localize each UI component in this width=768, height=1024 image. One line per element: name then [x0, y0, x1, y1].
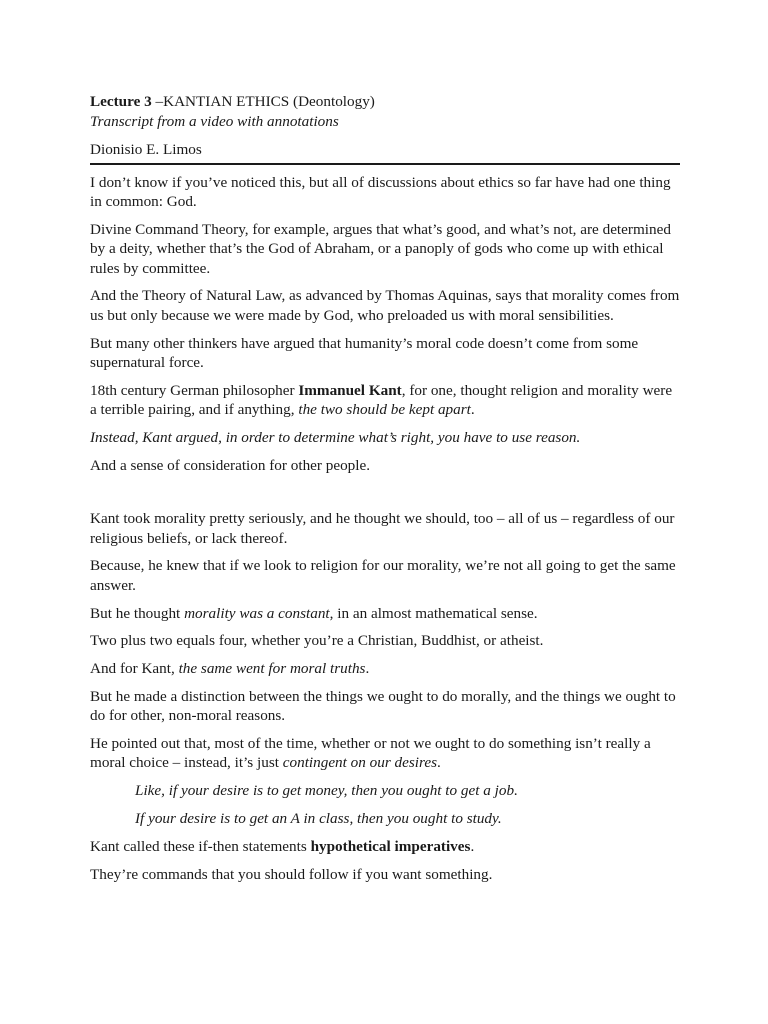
author-name: Dionisio E. Limos	[90, 141, 202, 158]
paragraph-16-example: If your desire is to get an A in class, then you ought to study.	[135, 809, 502, 827]
lecture-title: –KANTIAN ETHICS (Deontology)	[151, 93, 375, 110]
p10-italic: morality was a constant	[184, 604, 330, 622]
p5-text-e: .	[470, 400, 475, 418]
paragraph-4: But many other thinkers have argued that humanity’s moral code doesn’t come from some supernatural force.	[90, 334, 639, 371]
p17-bold-term: hypothetical imperatives	[310, 837, 471, 855]
paragraph-3: And the Theory of Natural Law, as advanced by Thomas Aquinas, says that morality comes from us but only because we were made by God, who preloaded us with moral sensibilities.	[90, 287, 680, 324]
p14-text-c: .	[437, 754, 441, 772]
p6-italic: Instead, Kant argued, in order to determine what’s right, you have to use reason.	[90, 428, 581, 446]
paragraph-2: Divine Command Theory, for example, argues that what’s good, and what’s not, are determined by a deity, whether that’s the God of Abraham, or a panoply of gods who come up with ethical rules by committee.	[90, 221, 671, 277]
paragraph-8: Kant took morality pretty seriously, and he thought we should, too – all of us – regardless of our religious beliefs, or lack thereof.	[90, 510, 675, 547]
p5-italic: the two should be kept apart	[298, 400, 471, 418]
p14-italic: contingent on our desires	[282, 754, 438, 772]
paragraph-6	[90, 428, 680, 447]
p17-text-c: .	[470, 837, 475, 855]
paragraph-9: Because, he knew that if we look to religion for our morality, we’re not all going to get the same answer.	[90, 557, 676, 594]
paragraph-12	[90, 659, 680, 678]
p10-text-a: But he thought	[90, 604, 185, 622]
paragraph-17	[90, 837, 680, 856]
paragraph-1: I don’t know if you’ve noticed this, but all of discussions about ethics so far have had one thing in common: God.	[90, 174, 671, 211]
lecture-heading	[90, 92, 680, 112]
paragraph-18: They’re commands that you should follow if you want something.	[90, 865, 493, 883]
p10-text-c: , in an almost mathematical sense.	[329, 604, 538, 622]
header-divider	[90, 163, 680, 165]
paragraph-11: Two plus two equals four, whether you’re a Christian, Buddhist, or atheist.	[90, 632, 544, 650]
p14-text-a: He pointed out that, most of the time, whether or not we ought to do something isn’t really a moral choice – instead, it’s just	[90, 735, 651, 772]
paragraph-14	[90, 734, 680, 773]
p5-text-a: 18th century German philosopher	[90, 381, 299, 399]
p5-text-c: , for one, thought religion and morality were a terrible pairing, and if anything,	[90, 381, 673, 418]
paragraph-15-example: Like, if your desire is to get money, then you ought to get a job.	[135, 782, 518, 800]
paragraph-10	[90, 604, 680, 623]
p12-text-c: .	[365, 660, 370, 678]
paragraph-7: And a sense of consideration for other people.	[90, 456, 371, 474]
section-gap	[90, 483, 680, 509]
lecture-subtitle: Transcript from a video with annotations	[90, 113, 339, 130]
paragraph-5	[90, 381, 680, 420]
p17-text-a: Kant called these if-then statements	[90, 837, 311, 855]
p12-text-a: And for Kant,	[90, 660, 179, 678]
p12-italic: the same went for moral truths	[178, 660, 366, 678]
lecture-label: Lecture 3	[90, 93, 152, 110]
document-page	[90, 92, 680, 892]
paragraph-13: But he made a distinction between the things we ought to do morally, and the things we ought to do for other, non-moral reasons.	[90, 687, 676, 725]
p5-bold-kant: Immanuel Kant	[298, 381, 402, 399]
